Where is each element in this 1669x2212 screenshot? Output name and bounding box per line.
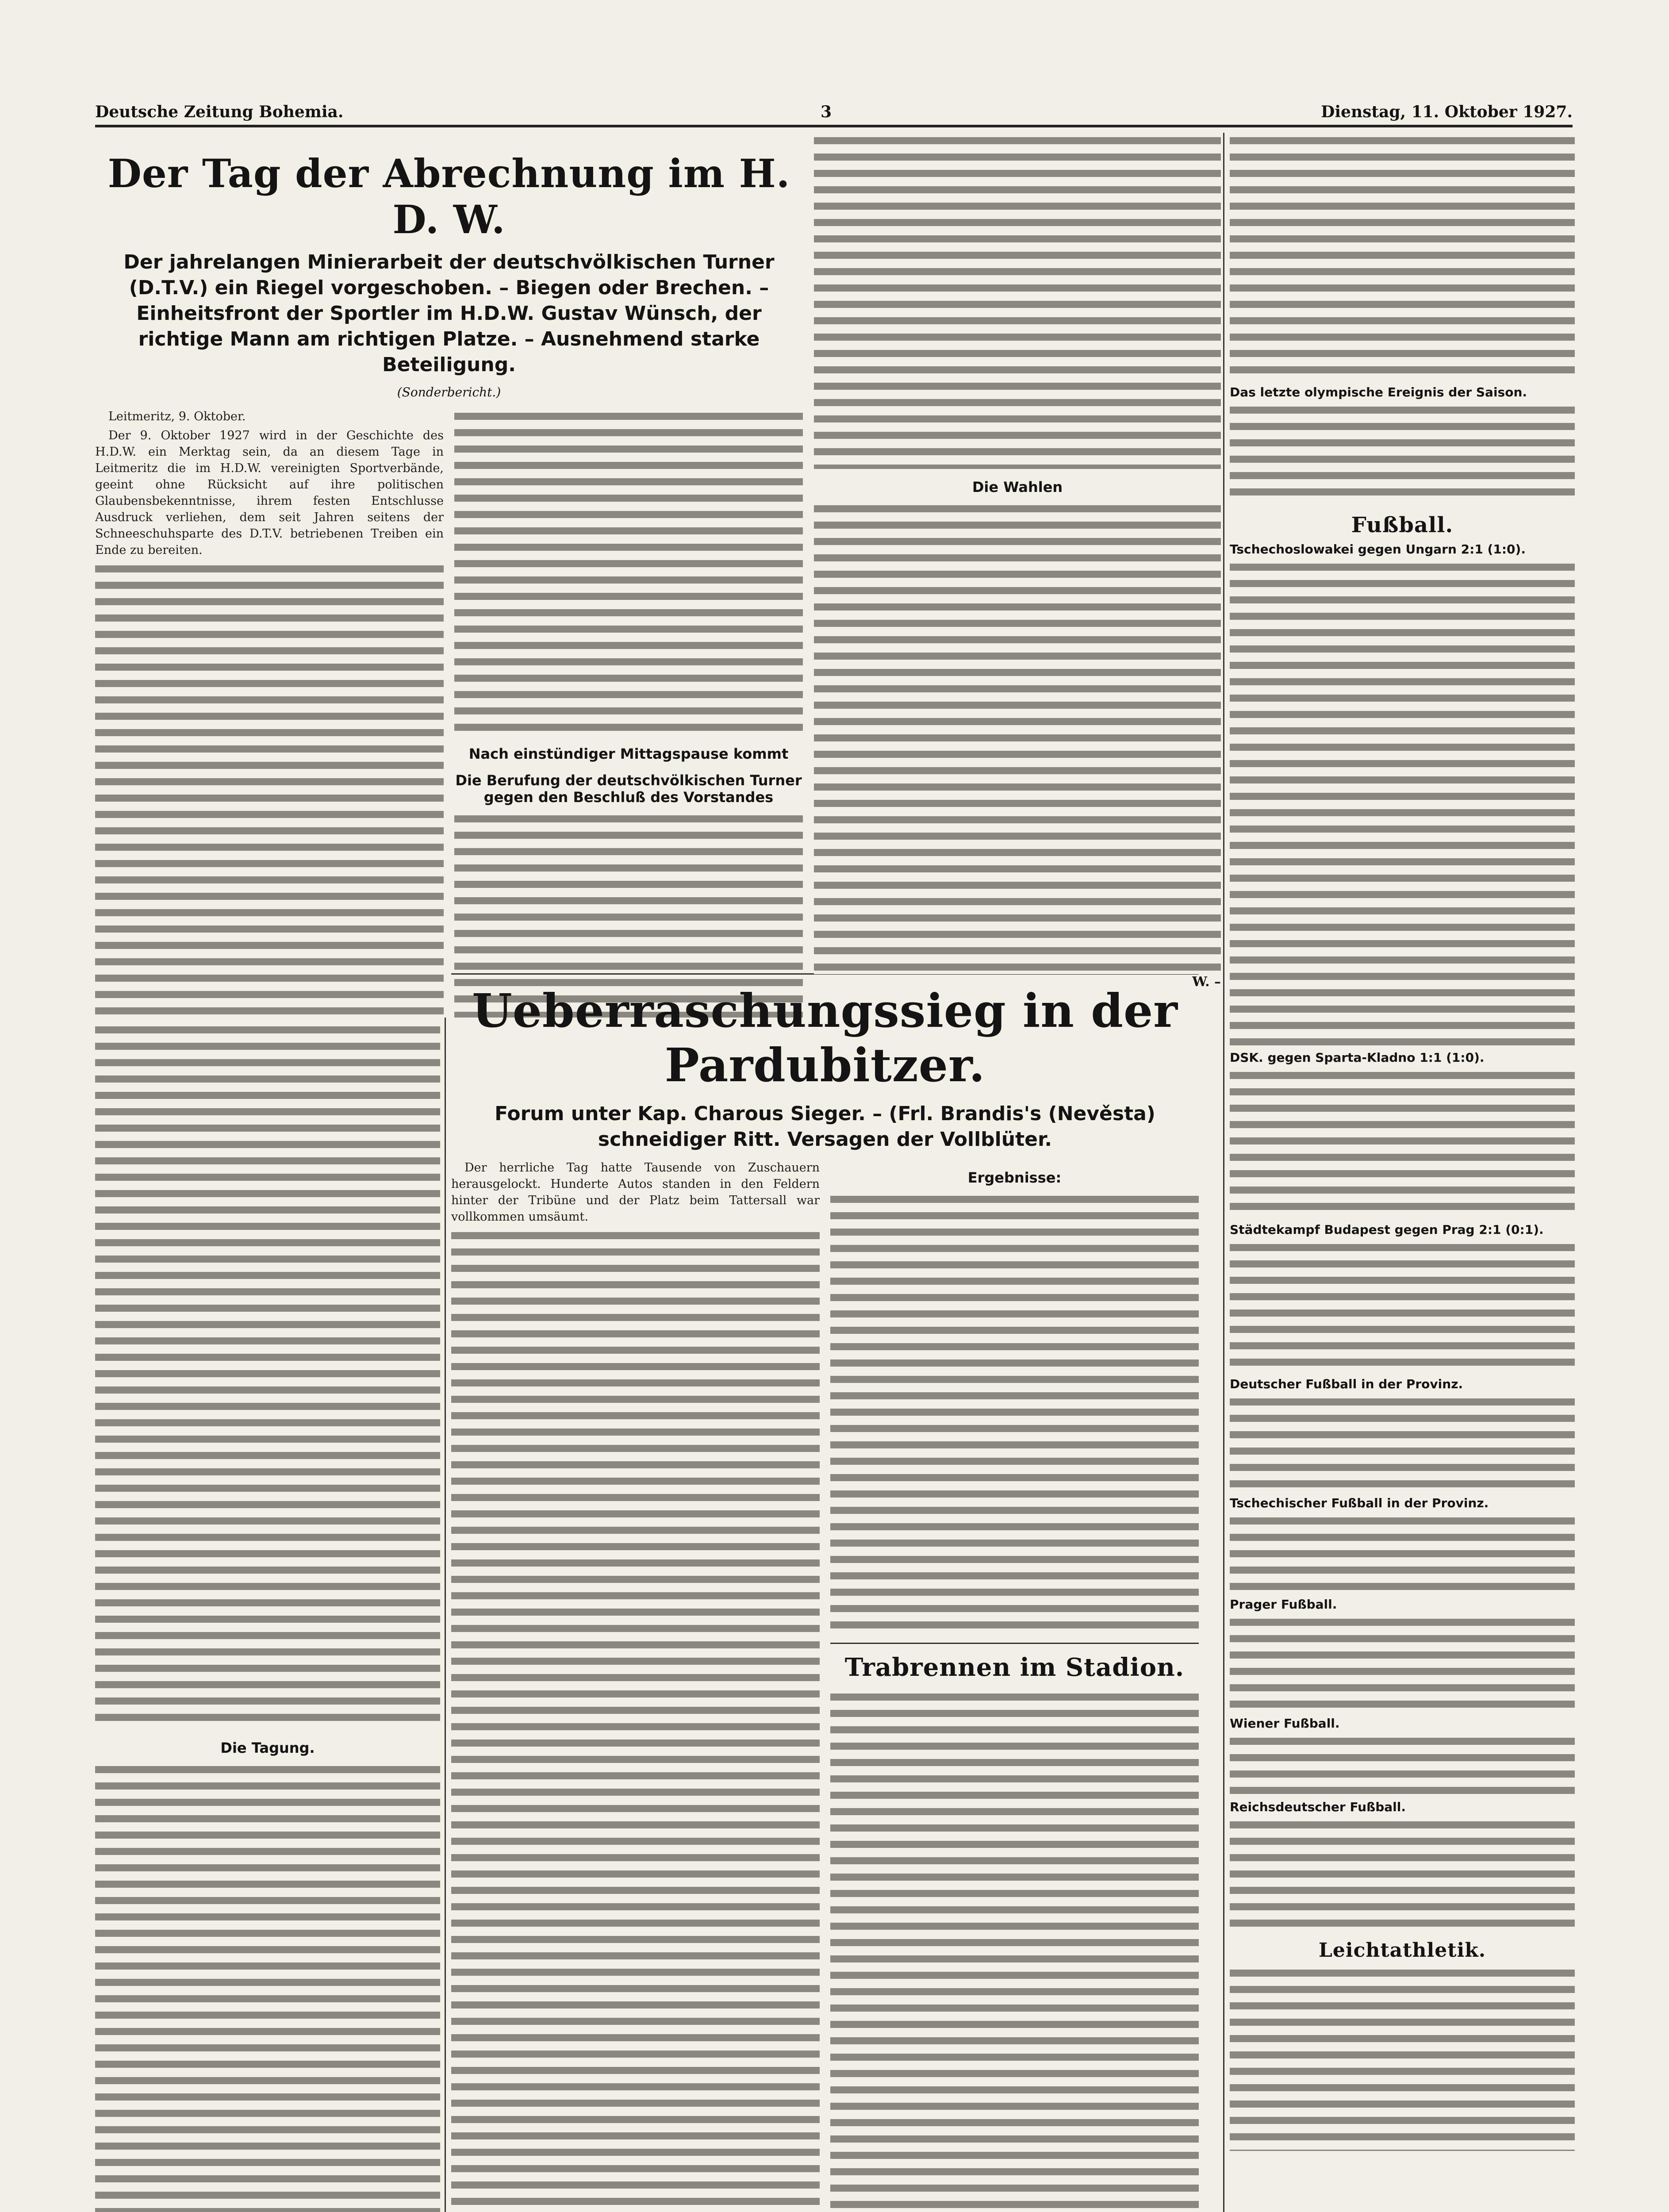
article2-lead: Der herrliche Tag hatte Tausende von Zuschauern herausgelockt. Hunderte Autos standen in den Feldern hinter der Tribüne und der Platz beim Tattersall war vollkommen umsäumt. (451, 1161, 820, 1224)
sub-tagung: Die Tagung. (220, 1740, 315, 1756)
sport-text-b (1230, 402, 1575, 504)
masthead (95, 103, 1573, 127)
article2-col-b (830, 1160, 1199, 2212)
article2-subcolumns (451, 1160, 1199, 2212)
results-block (830, 1191, 1199, 1634)
sub-prager: Prager Fußball. (1230, 1597, 1337, 1612)
sub-berufung: Die Berufung der deutschvölkischen Turner gegen den Beschluß des Vorstandes (455, 772, 802, 806)
sport-text-i (1230, 1733, 1575, 1795)
sub-olympic: Das letzte olympische Ereignis der Saison. (1230, 385, 1527, 399)
sub-budapest-prag: Städtekampf Budapest gegen Prag 2:1 (0:1). (1230, 1222, 1544, 1237)
article1-col-b (454, 408, 803, 1018)
sub-deutscher-provinz: Deutscher Fußball in der Provinz. (1230, 1377, 1463, 1391)
article1-col-a (95, 408, 444, 1018)
column-rule (445, 1018, 446, 2212)
article1-text-block-b (454, 408, 803, 736)
article-abrechnung (95, 133, 803, 1018)
sport-text-e (1230, 1240, 1575, 1372)
masthead-title: Deutsche Zeitung Bohemia. (95, 103, 344, 121)
article2-text-block (451, 1228, 820, 2212)
headline-abrechnung: Der Tag der Abrechnung im H. D. W. (107, 150, 790, 242)
section-fussball: Fußball. (1351, 513, 1454, 538)
article1-text-block-e (95, 1762, 440, 2212)
deck-abrechnung: Der jahrelangen Minierarbeit der deutschvölkischen Turner (D.T.V.) ein Riegel vorgeschoben. – Biegen oder Brechen. – Einheitsfront der Sportler im H.D.W. Gustav Wünsch, der richtige Mann am richtigen Platze. – Ausnehmend starke Beteiligung. (123, 251, 775, 376)
midday-note: Nach einstündiger Mittagspause kommt (468, 745, 789, 762)
deck-pardubitzer: Forum unter Kap. Charous Sieger. – (Frl. Brandis's (Nevěsta) schneidiger Ritt. Versagen der Vollblüter. (495, 1102, 1155, 1151)
article1-continuation (95, 1022, 440, 2212)
sub-wahlen: Die Wahlen (972, 479, 1063, 495)
section-leichtathletik: Leichtathletik. (1318, 1939, 1486, 1962)
rule (830, 1643, 1199, 1644)
sub-tschechischer-provinz: Tschechischer Fußball in der Provinz. (1230, 1496, 1489, 1510)
dateline: Leitmeritz, 9. Oktober. (108, 410, 246, 423)
sub-reichsdeutscher: Reichsdeutscher Fußball. (1230, 1800, 1406, 1814)
col3-text-a (814, 133, 1221, 469)
sub-ergebnisse: Ergebnisse: (967, 1169, 1062, 1186)
byline: (Sonderbericht.) (397, 385, 501, 399)
signature: W. – (1192, 974, 1221, 990)
article1-text-block-d (95, 1022, 440, 1730)
masthead-date: Dienstag, 11. Oktober 1927. (1321, 103, 1573, 121)
sub-dsk-sparta: DSK. gegen Sparta-Kladno 1:1 (1:0). (1230, 1050, 1485, 1065)
article-pardubitzer (451, 964, 1199, 2212)
sport-text-h (1230, 1614, 1575, 1712)
article1-subcolumns (95, 408, 803, 1018)
sport-text-c (1230, 559, 1575, 1046)
sport-text-f (1230, 1394, 1575, 1491)
sport-text-g (1230, 1513, 1575, 1593)
headline-trabrennen: Trabrennen im Stadion. (844, 1653, 1185, 1682)
col3-text-b (814, 501, 1221, 974)
page-number: 3 (821, 103, 832, 121)
sport-text-k (1230, 1965, 1575, 2151)
sub-wiener: Wiener Fußball. (1230, 1716, 1340, 1731)
article1-text-block (95, 561, 444, 1018)
headline-pardubitzer: Ueberraschungssieg in der Pardubitzer. (472, 983, 1178, 1092)
sport-column (1230, 133, 1575, 2212)
sub-cs-hungary: Tschechoslowakei gegen Ungarn 2:1 (1:0). (1230, 542, 1526, 557)
sport-text-j (1230, 1817, 1575, 1932)
article2-col-a (451, 1160, 820, 2212)
article1-lead: Der 9. Oktober 1927 wird in der Geschichte des H.D.W. ein Merktag sein, da an diesem Tage in Leitmeritz die im H.D.W. vereinigten Sportverbände, geeint ohne Rücksicht auf ihre politischen Glaubensbekenntnisse, ihrem festen Entschlusse Ausdruck verliehen, dem seit Jahren seitens der Schneeschuhsparte des D.T.V. betriebenen Treiben ein Ende zu bereiten. (95, 429, 444, 557)
column-rule (1223, 133, 1224, 2212)
sport-text-a (1230, 133, 1575, 380)
sport-text-d (1230, 1068, 1575, 1218)
trabrennen-text-block (830, 1689, 1199, 2211)
column-3 (814, 133, 1221, 1018)
